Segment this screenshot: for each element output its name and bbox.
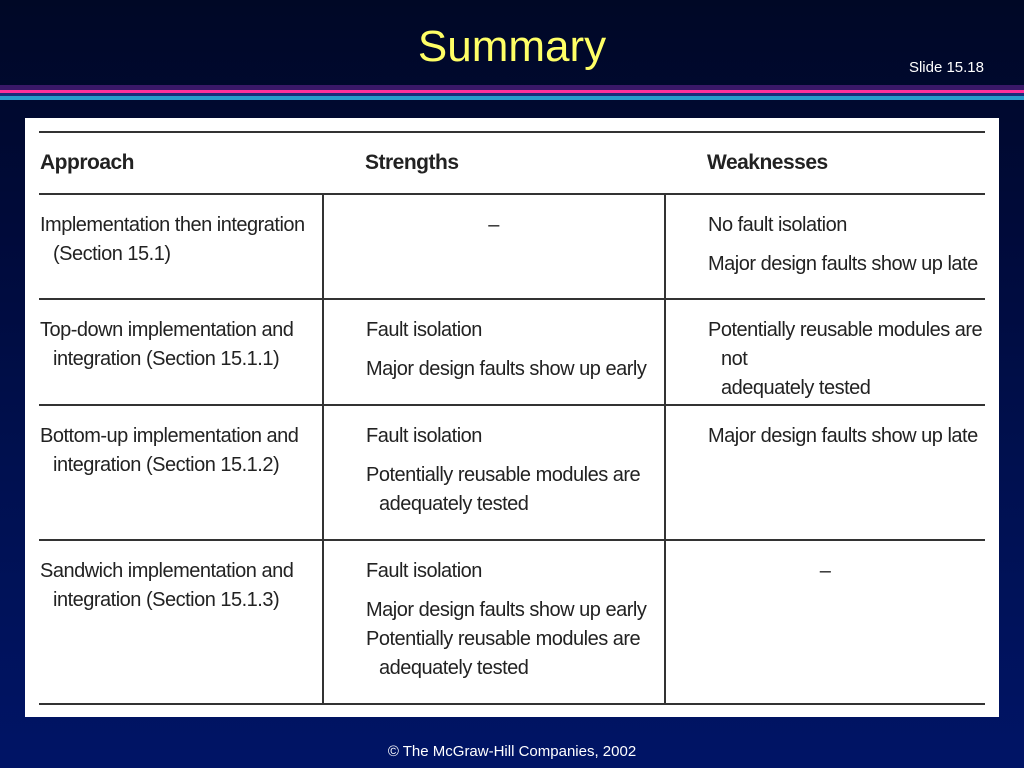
slide-title: Summary — [417, 22, 607, 71]
strength-item: Major design faults show up early — [366, 358, 647, 380]
strengths-cell — [323, 540, 665, 704]
weakness-item: – — [819, 560, 831, 582]
weakness-item: Major design faults show up late — [708, 425, 978, 447]
copyright-footer: © The McGraw-Hill Companies, 2002 — [387, 743, 637, 760]
table-row — [39, 540, 985, 704]
strength-item: Potentially reusable modules are adequately tested — [366, 464, 641, 515]
table-row — [39, 405, 985, 540]
approach-text: Top-down implementation and integration (Section 15.1.1) — [40, 319, 294, 370]
strength-item: Fault isolation — [366, 425, 482, 447]
column-header-approach: Approach — [39, 132, 323, 194]
header-divider-stripe — [0, 96, 1024, 100]
slide-number: Slide 15.18 — [908, 59, 984, 76]
strength-item: Potentially reusable modules are adequately tested — [366, 628, 641, 679]
approach-text: Sandwich implementation and integration (Section 15.1.3) — [40, 560, 294, 611]
approach-cell — [39, 405, 323, 540]
column-header-weaknesses: Weaknesses — [665, 132, 985, 194]
weaknesses-cell — [665, 540, 985, 704]
strength-item: Fault isolation — [366, 560, 482, 582]
table-row — [39, 299, 985, 405]
approach-cell — [39, 540, 323, 704]
weaknesses-cell — [665, 299, 985, 405]
table-header-row — [39, 132, 985, 194]
strength-item: Fault isolation — [366, 319, 482, 341]
strengths-cell — [323, 194, 665, 299]
approach-text: Implementation then integration (Section 15.1) — [40, 214, 305, 265]
strength-item: – — [488, 214, 499, 236]
approach-text: Bottom-up implementation and integration (Section 15.1.2) — [40, 425, 299, 476]
weakness-item: Potentially reusable modules are not adequately tested — [708, 319, 983, 399]
weaknesses-cell — [665, 194, 985, 299]
weakness-item: No fault isolation — [708, 214, 847, 236]
summary-table-panel — [25, 118, 999, 717]
strength-item: Major design faults show up early — [366, 599, 647, 621]
approach-cell — [39, 194, 323, 299]
table-row — [39, 194, 985, 299]
strengths-cell — [323, 299, 665, 405]
weakness-item: Major design faults show up late — [708, 253, 978, 275]
approach-cell — [39, 299, 323, 405]
weaknesses-cell — [665, 405, 985, 540]
column-header-strengths: Strengths — [323, 132, 665, 194]
summary-table — [39, 131, 985, 705]
strengths-cell — [323, 405, 665, 540]
